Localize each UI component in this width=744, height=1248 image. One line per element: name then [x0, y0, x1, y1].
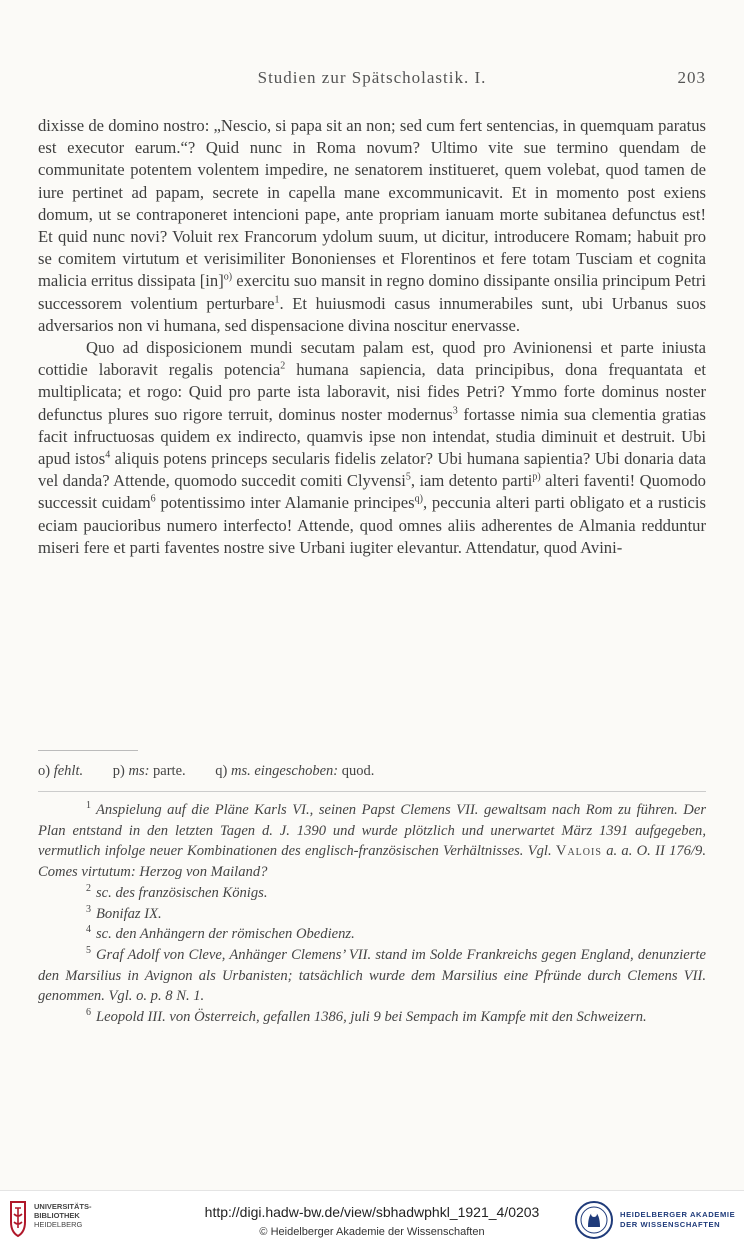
hak-seal-icon[interactable]	[574, 1200, 614, 1240]
footnote-ref-1: 1	[274, 294, 280, 306]
footnote-ref-2: 2	[280, 360, 286, 372]
footnote-ref-3: 3	[452, 405, 458, 417]
digitization-footer	[0, 1190, 744, 1248]
footnote-1: $^1$ Anspielung auf die Pläne Karls VI., seinen Papst Clemens VII. gewaltsam nach Rom zu führen. Der Plan entstand in den letzten Tagen d. J. 1390 und wurde plötzlich und unerwartet März 1391 aufgegeben, vermutlich infolge neuer Kombinationen des englisch-französischen Verhältnisses. Vgl. Valois a. a. O. II 176/9. Comes virtutum: Herzog von Mailand?	[38, 800, 706, 881]
apparatus-note-q: q) ms. eingeschoben: quod.	[215, 763, 375, 779]
paragraph-2: Quo ad disposicionem mundi secutam palam est, quod pro Avinionensi et parte iniusta cottidie laboravit regalis potencia$^2$ humana sapiencia, data principibus, dona frequantata et multiplicata; et rogo: Quid pro parte ista laboravit, nisi fides Petri? Ymmo forte dominus noster defunctus plures suo rigore terruit, dominus noster modernus$^3$ fortasse nimia sua clementia gratias facit infructuosas quidem ex indirecto, quamvis ipse non intendat, studia diminuit et destruit. Ubi apud istos$^4$ aliquis potens princeps secularis fidelis zelator? Ubi humana sapientia? Ubi donaria data vel danda? Attende, quomodo succedit comiti Clyvensi$^5$, iam detento parti$^{p)}$ alteri faventi! Quomodo successit cuidam$^6$ potentissimo inter Alamanie principes$^{q)}$, peccunia alteri parti obligato et a rusticis eciam paucioribus numero interfecto! Attende, quod omnes aliis adherentes de Almania redduntur miseri fere et parti faventes nostre sive Urbani iugiter elevantur. Attendatur, quod Avini-	[38, 338, 706, 557]
footnote-3: $^3$ Bonifaz IX.	[86, 903, 162, 922]
hak-wordmark: HEIDELBERGER AKADEMIE DER WISSENSCHAFTEN	[620, 1210, 736, 1229]
ub-heidelberg-wordmark: UNIVERSITÄTS- BIBLIOTHEK HEIDELBERG	[34, 1202, 92, 1229]
footnote-2: $^2$ sc. des französischen Königs.	[86, 882, 268, 901]
paragraph-1: dixisse de domino nostro: „Nescio, si papa sit an non; sed cum fert sentencias, in quemquam paratus est executor earum.“? Quid nunc in Roma novum? Ultimo vite sue termino quendam de communitate potentem volentem impedire, ne senatorem institueret, quem volebat, quod tamen de iure pertinet ad papam, secrete in capella mane excommunicavit. Et in momento post exiens domum, ut se contraponeret intencioni pape, ante propriam ianuam morte subitanea defunctus est! Et quid nunc novi? Voluit rex Francorum ydolum suum, ut dicitur, introducere Romam; habuit pro se comitem virtutum et verisimiliter Bononienses et Florentinos et fere totam Tusciam et cognita malicia erritus dissipata [in]$^{o)}$ exercitu suo mansit in regno domino dissipante onsilia principum Petri successorem volentium perturbare$^1$. Et huiusmodi casus innumerabiles sunt, ubi Urbanus suos adversarios non vi humana, sed dispensacione divina noscitur enervasse.	[38, 116, 706, 335]
footnote-divider	[38, 791, 706, 792]
critical-apparatus	[38, 762, 706, 780]
footnote-4: $^4$ sc. den Anhängern der römischen Obedienz.	[86, 924, 355, 943]
footnote-5: $^5$ Graf Adolf von Cleve, Anhänger Clemens’ VII. stand im Solde Frankreichs gegen England, denunzierte den Marsilius in Avignon als Urbanisten; tatsächlich wurde dem Marsilius eine Pfründe durch Clemens VII. genommen. Vgl. o. p. 8 N. 1.	[38, 945, 706, 1005]
footnote-ref-4: 4	[105, 449, 111, 461]
permalink-url[interactable]: http://digi.hadw-bw.de/view/sbhadwphkl_1921_4/0203	[204, 1204, 540, 1220]
running-title: Studien zur Spätscholastik. I.	[257, 68, 487, 87]
footnote-ref-5: 5	[405, 471, 411, 483]
footnotes	[38, 800, 706, 1028]
footnote-6: $^6$ Leopold III. von Österreich, gefallen 1386, juli 9 bei Sempach im Kampfe mit den Schweizern.	[86, 1007, 647, 1026]
apparatus-mark-o: o)	[223, 271, 233, 283]
footnote-ref-6: 6	[150, 493, 156, 505]
apparatus-note-p: p) ms: parte.	[112, 763, 186, 779]
main-text	[38, 115, 706, 559]
copyright-notice: © Heidelberger Akademie der Wissenschaften	[259, 1226, 485, 1238]
running-head	[38, 68, 706, 90]
apparatus-mark-p: p)	[532, 471, 541, 483]
page-number: 203	[677, 68, 706, 87]
apparatus-note-o: o) fehlt.	[38, 763, 84, 779]
apparatus-divider	[38, 750, 138, 751]
apparatus-mark-q: q)	[414, 493, 423, 505]
